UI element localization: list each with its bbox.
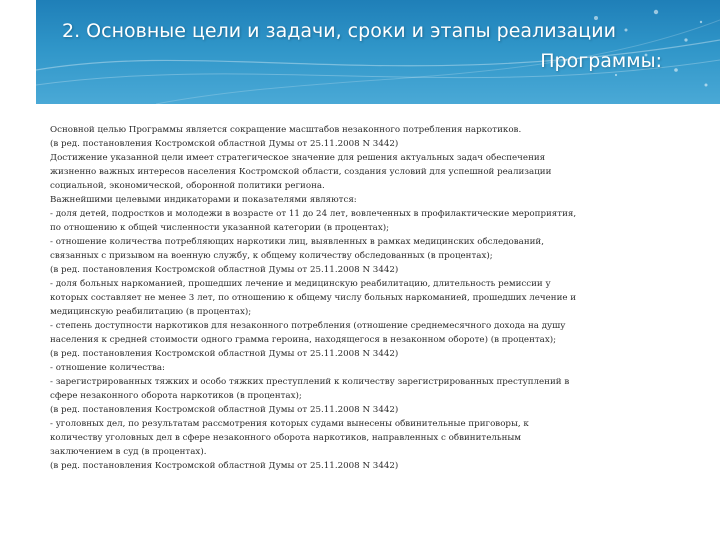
slide-title	[62, 16, 662, 76]
body-line: (в ред. постановления Костромской областной Думы от 25.11.2008 N 3442)	[50, 265, 399, 275]
body-line: социальной, экономической, оборонной политики региона.	[50, 181, 325, 191]
body-line: связанных с призывом на военную службу, к общему количеству обследованных (в процентах);	[50, 251, 493, 261]
body-line: Достижение указанной цели имеет стратегическое значение для решения актуальных задач обеспечения	[50, 153, 546, 163]
body-line: населения к средней стоимости одного грамма героина, находящегося в незаконном обороте) (в процентах);	[50, 335, 557, 345]
body-line: медицинскую реабилитацию (в процентах);	[50, 307, 252, 317]
body-line: количеству уголовных дел в сфере незаконного оборота наркотиков, направленных с обвинительным	[50, 433, 522, 443]
body-line: - доля детей, подростков и молодежи в возрасте от 11 до 24 лет, вовлеченных в профилактические мероприятия,	[50, 209, 577, 219]
title-banner	[36, 0, 720, 104]
body-line: Основной целью Программы является сокращение масштабов незаконного потребления наркотиков.	[50, 125, 522, 135]
body-line: - зарегистрированных тяжких и особо тяжких преступлений к количеству зарегистрированных преступлений в	[50, 377, 570, 387]
body-line: - отношение количества потребляющих наркотики лиц, выявленных в рамках медицинских обследований,	[50, 237, 544, 247]
body-line: - отношение количества:	[50, 363, 165, 373]
body-line: - уголовных дел, по результатам рассмотрения которых судами вынесены обвинительные приговоры, к	[50, 419, 529, 429]
body-line: - доля больных наркоманией, прошедших лечение и медицинскую реабилитацию, длительность ремиссии у	[50, 279, 551, 289]
body-line: жизненно важных интересов населения Костромской области, создания условий для успешной реализации	[50, 167, 552, 177]
slide-title-line-2: Программы:	[540, 50, 662, 72]
body-line: - степень доступности наркотиков для незаконного потребления (отношение среднемесячного дохода на душу	[50, 321, 566, 331]
body-line: (в ред. постановления Костромской областной Думы от 25.11.2008 N 3442)	[50, 349, 399, 359]
slide-title-line-1: 2. Основные цели и задачи, сроки и этапы реализации	[62, 20, 616, 42]
body-text	[50, 123, 656, 473]
body-line: (в ред. постановления Костромской областной Думы от 25.11.2008 N 3442)	[50, 405, 399, 415]
body-line: (в ред. постановления Костромской областной Думы от 25.11.2008 N 3442)	[50, 461, 399, 471]
body-line: сфере незаконного оборота наркотиков (в процентах);	[50, 391, 302, 401]
body-line: которых составляет не менее 3 лет, по отношению к общему числу больных наркоманией, прошедших лечение и	[50, 293, 577, 303]
body-line: (в ред. постановления Костромской областной Думы от 25.11.2008 N 3442)	[50, 139, 399, 149]
body-line: заключением в суд (в процентах).	[50, 447, 207, 457]
body-line: Важнейшими целевыми индикаторами и показателями являются:	[50, 195, 357, 205]
body-line: по отношению к общей численности указанной категории (в процентах);	[50, 223, 390, 233]
